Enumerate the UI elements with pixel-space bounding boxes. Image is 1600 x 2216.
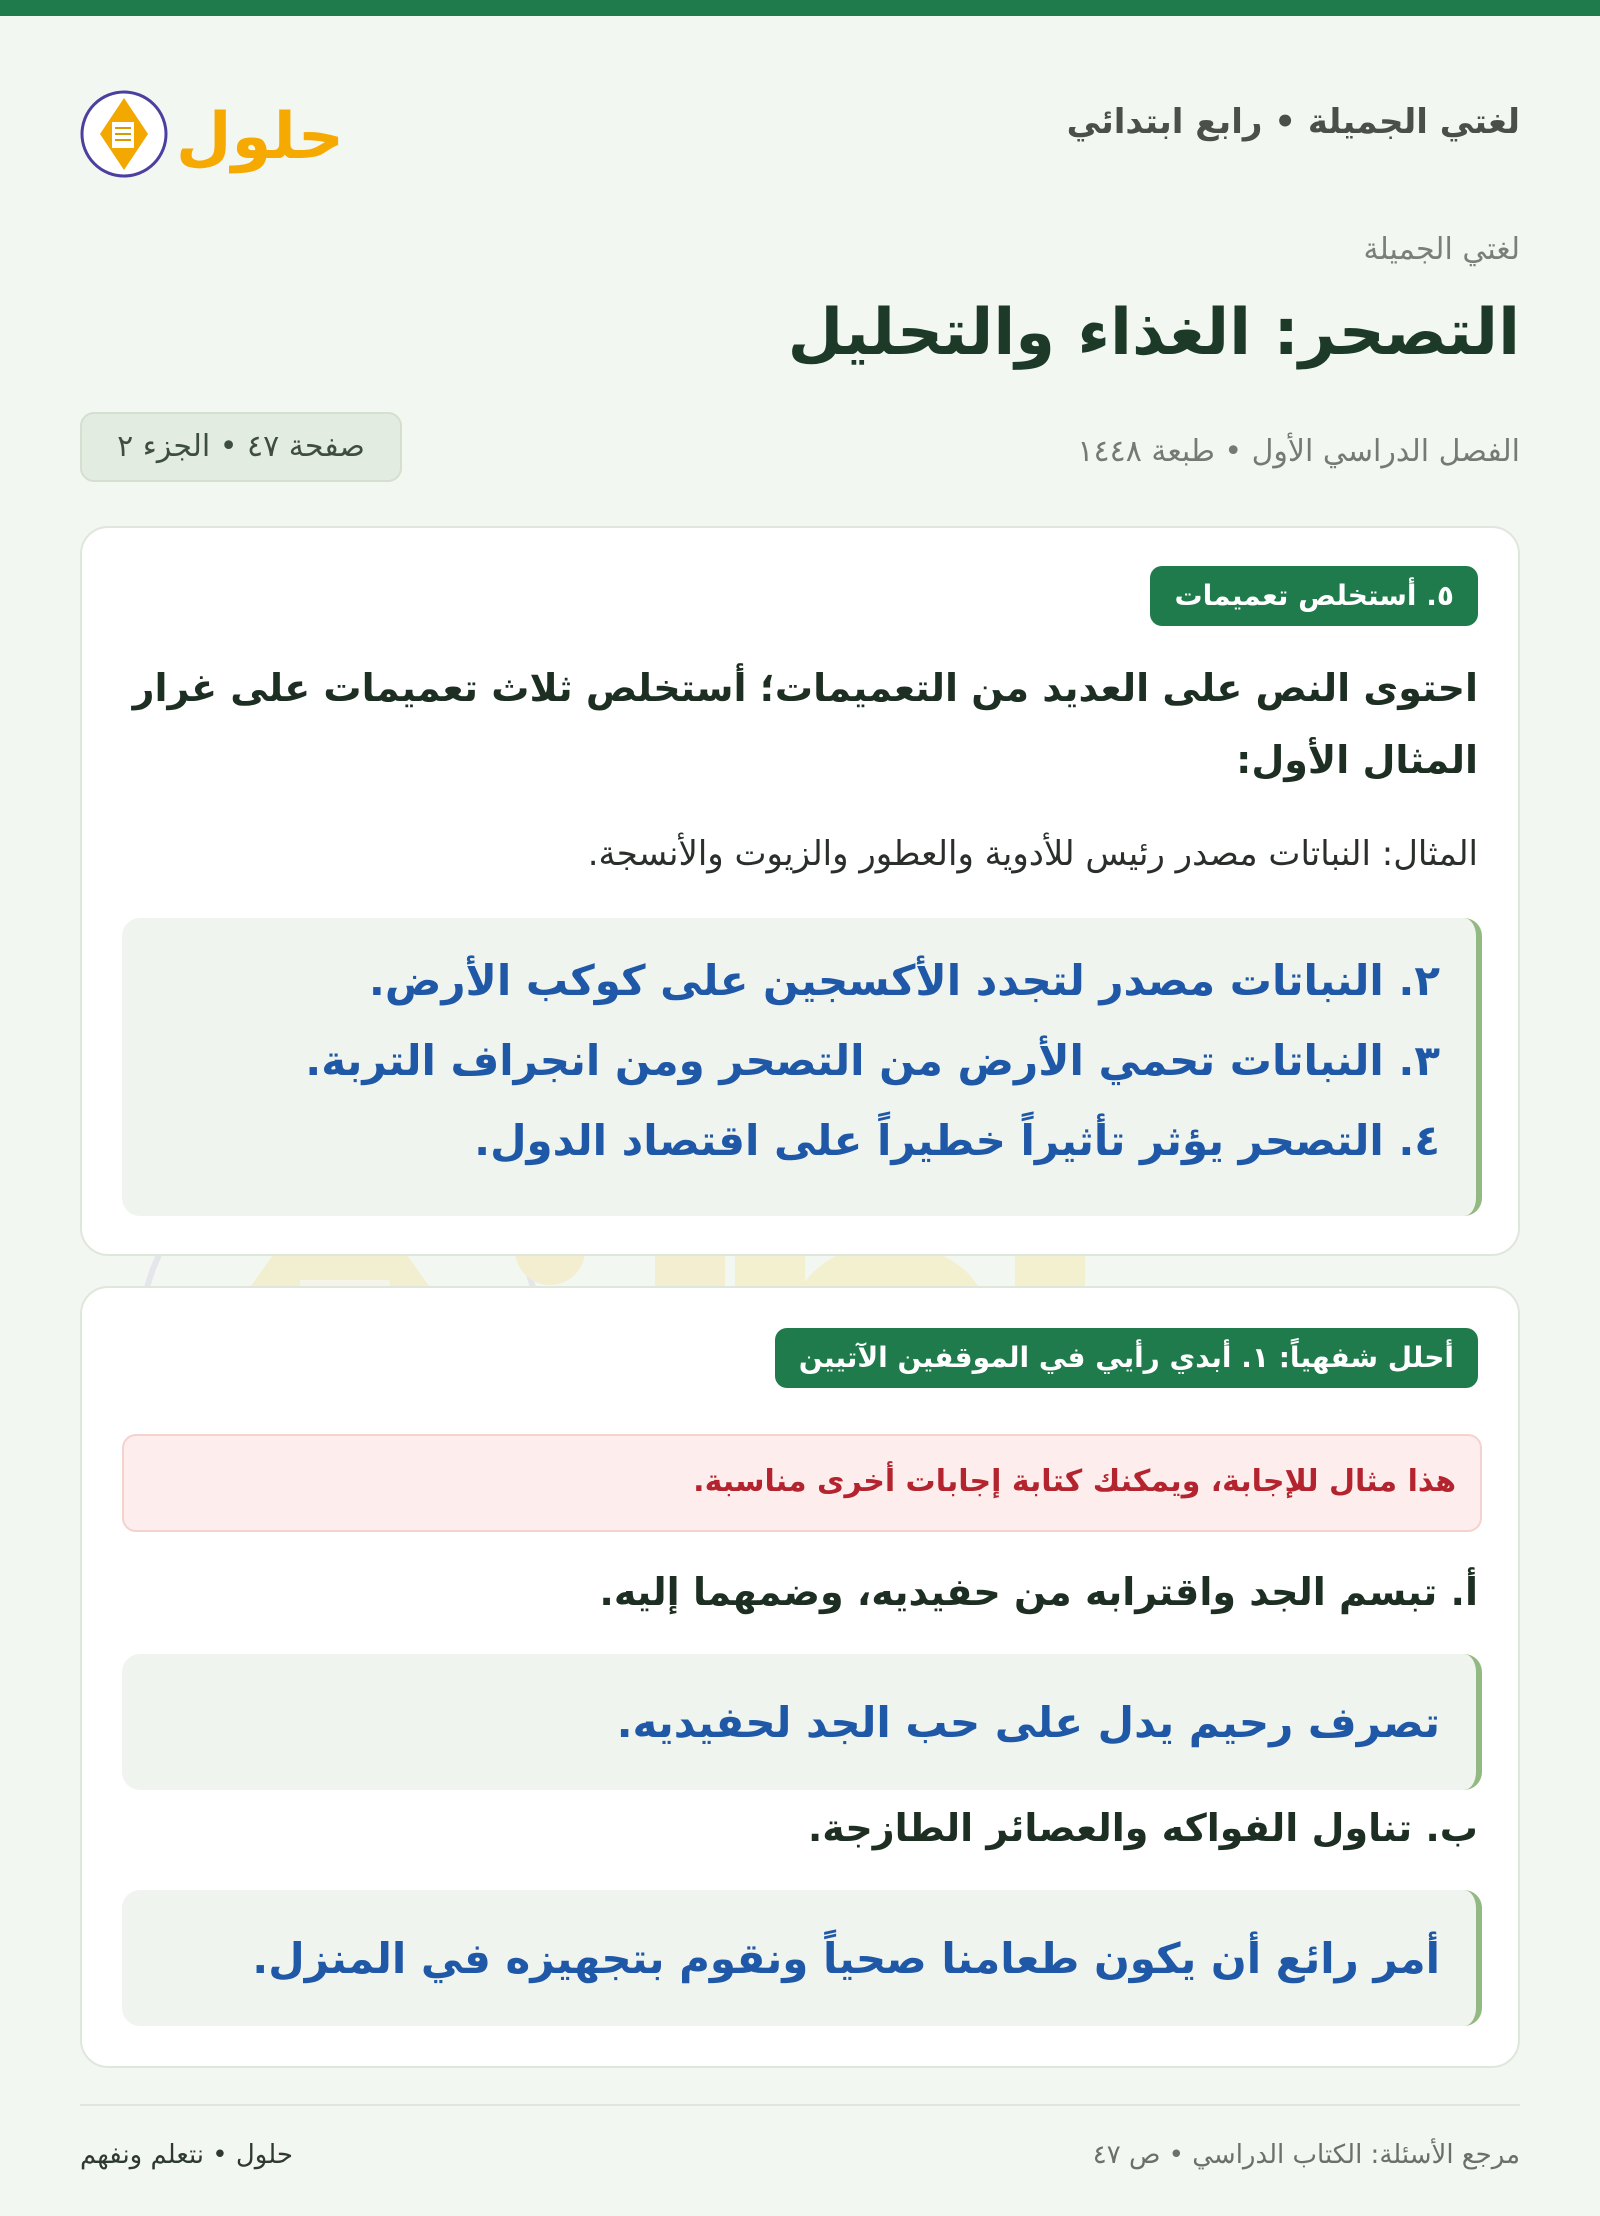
answer-line: ٤. التصحر يؤثر تأثيراً خطيراً على اقتصاد الدول. [474,1116,1440,1165]
answer-box-b [122,1890,1482,2026]
answer-box-a [122,1654,1482,1790]
hulool-logo[interactable] [80,84,360,184]
answer-box [122,918,1482,1216]
questions-reference: مرجع الأسئلة: الكتاب الدراسي • ص ٤٧ [1092,2140,1520,2170]
term-edition: الفصل الدراسي الأول • طبعة ١٤٤٨ [1077,434,1520,469]
question-card-generalizations [80,526,1520,1256]
subject-label: لغتي الجميلة [1363,232,1520,267]
note-text: هذا مثال للإجابة، ويمكنك كتابة إجابات أخرى مناسبة. [693,1464,1456,1499]
logo-text: حلول [176,100,344,174]
page-title: التصحر: الغذاء والتحليل [787,296,1520,370]
section-tag: أحلل شفهياً: ١. أبدي رأيي في الموقفين الآتيين [775,1328,1478,1388]
note-box [122,1434,1482,1532]
page-header [80,60,1520,190]
top-accent-bar [0,0,1600,16]
page-badge: صفحة ٤٧ • الجزء ٢ [80,412,402,482]
sub-question-a: أ. تبسم الجد واقترابه من حفيديه، وضمهما إليه. [599,1570,1478,1614]
sub-question-b: ب. تناول الفواكه والعصائر الطازجة. [807,1806,1478,1850]
question-text: احتوى النص على العديد من التعميمات؛ أستخلص ثلاث تعميمات على غرار المثال الأول: [132,666,1478,782]
footer-brand: حلول • نتعلم ونفهم [80,2140,293,2170]
example-text: المثال: النباتات مصدر رئيس للأدوية والعطور والزيوت والأنسجة. [587,834,1478,874]
answer-line: ٣. النباتات تحمي الأرض من التصحر ومن انجراف التربة. [305,1036,1440,1085]
answer-line: ٢. النباتات مصدر لتجدد الأكسجين على كوكب الأرض. [368,956,1440,1005]
answer-b: أمر رائع أن يكون طعامنا صحياً ونقوم بتجهيزه في المنزل. [252,1934,1440,1983]
footer-divider [80,2104,1520,2106]
answer-a: تصرف رحيم يدل على حب الجد لحفيديه. [616,1698,1440,1747]
question-card-opinion [80,1286,1520,2068]
book-title: لغتي الجميلة • رابع ابتدائي [1066,102,1520,142]
section-tag: ٥. أستخلص تعميمات [1150,566,1478,626]
